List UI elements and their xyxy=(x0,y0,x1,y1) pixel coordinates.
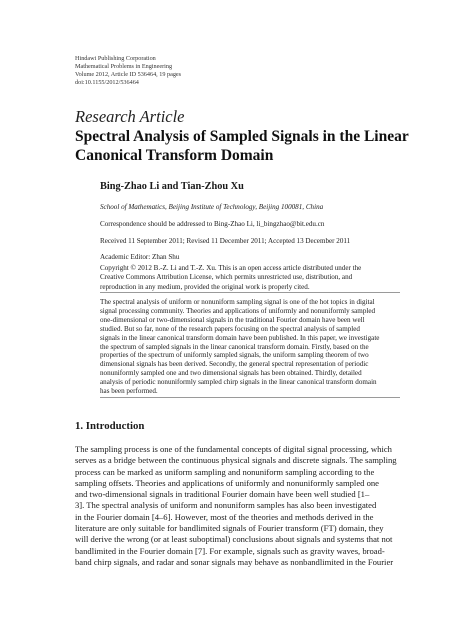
body-line: serves as a bridge between the continuous physical signals and discrete signals. The sampling xyxy=(75,455,397,466)
body-line: The sampling process is one of the fundamental concepts of digital signal processing, which xyxy=(75,444,392,454)
article-type: Research Article xyxy=(75,107,185,126)
abstract-line: The spectral analysis of uniform or nonuniform sampling signal is one of the hot topics in digital xyxy=(100,298,375,306)
volume-line: Volume 2012, Article ID 536464, 19 pages xyxy=(75,71,182,78)
body-line: will derive the wrong (or at least suboptimal) conclusions about signals and systems that not xyxy=(75,534,393,545)
title-line: Canonical Transform Domain xyxy=(75,147,274,164)
divider xyxy=(100,397,400,398)
title-line: Spectral Analysis of Sampled Signals in the Linear xyxy=(75,128,409,145)
body-line: 3]. The spectral analysis of uniform and nonuniform samples has also been investigated xyxy=(75,500,377,511)
dates: Received 11 September 2011; Revised 11 December 2011; Accepted 13 December 2011 xyxy=(100,237,351,245)
abstract-line: has been performed. xyxy=(100,387,158,396)
authors: Bing-Zhao Li and Tian-Zhou Xu xyxy=(100,181,244,192)
introduction-body xyxy=(75,444,405,568)
abstract xyxy=(100,298,400,396)
copyright-line: reproduction in any medium, provided the original work is properly cited. xyxy=(100,282,310,291)
body-line: literature are only suitable for bandlimited signals of Fourier transform (FT) domain, they xyxy=(75,523,384,534)
abstract-line: analysis of periodic nonuniformly sampled chirp signals in the linear canonical transform domain xyxy=(100,378,377,387)
abstract-line: the spectrum of sampled signals in the linear canonical transform domain. Firstly, based on the xyxy=(100,342,369,351)
divider xyxy=(100,292,400,293)
abstract-line: studied. But so far, none of the research papers focusing on the spectral analysis of sampled xyxy=(100,324,360,333)
body-line: sampling offsets. Theories and applications of uniformly and nonuniformly sampled one xyxy=(75,477,379,488)
section-heading: 1. Introduction xyxy=(75,420,145,432)
journal-line: Mathematical Problems in Engineering xyxy=(75,63,173,70)
correspondence: Correspondence should be addressed to Bing-Zhao Li, li_bingzhao@bit.edu.cn xyxy=(100,220,325,228)
body-line: band chirp signals, and radar and sonar signals may behave as nonbandlimited in the Fourier xyxy=(75,556,394,567)
copyright-line: Copyright © 2012 B.-Z. Li and T.-Z. Xu. This is an open access article distributed under the xyxy=(100,264,362,272)
abstract-line: nonuniformly sampled one and two dimensional signals has been obtained. Thirdly, detailed xyxy=(100,369,362,378)
academic-editor: Academic Editor: Zhan Shu xyxy=(100,253,180,261)
copyright-line: Creative Commons Attribution License, which permits unrestricted use, distribution, and xyxy=(100,273,353,282)
body-line: in the Fourier domain [4–6]. However, most of the theories and methods derived in the xyxy=(75,511,374,522)
abstract-line: properties of the spectrum of uniformly sampled signals, the uniform sampling theorem of two xyxy=(100,351,369,360)
affiliation: School of Mathematics, Beijing Institute of Technology, Beijing 100081, China xyxy=(100,203,324,211)
abstract-line: signals in the linear canonical transform domain have been published. In this paper, we investigate xyxy=(100,333,380,342)
body-line: process can be marked as uniform sampling and nonuniform sampling according to the xyxy=(75,466,375,477)
body-line: and two-dimensional signals in traditional Fourier domain have been well studied [1– xyxy=(75,489,370,500)
copyright-notice xyxy=(100,264,394,292)
doi-line: doi:10.1155/2012/536464 xyxy=(75,79,139,86)
abstract-line: one-dimensional or two-dimensional signals in the traditional Fourier domain have been well xyxy=(100,315,365,324)
journal-header xyxy=(75,55,405,87)
body-line: bandlimited in the Fourier domain [7]. For example, signals such as gravity waves, broad- xyxy=(75,545,385,556)
abstract-line: dimensional signals has been derived. Secondly, the general spectral representation of periodic xyxy=(100,360,369,369)
abstract-line: signal processing community. Theories and applications of uniformly and nonuniformly sampled xyxy=(100,306,376,315)
paper-title xyxy=(75,127,415,165)
publisher-line: Hindawi Publishing Corporation xyxy=(75,55,156,62)
